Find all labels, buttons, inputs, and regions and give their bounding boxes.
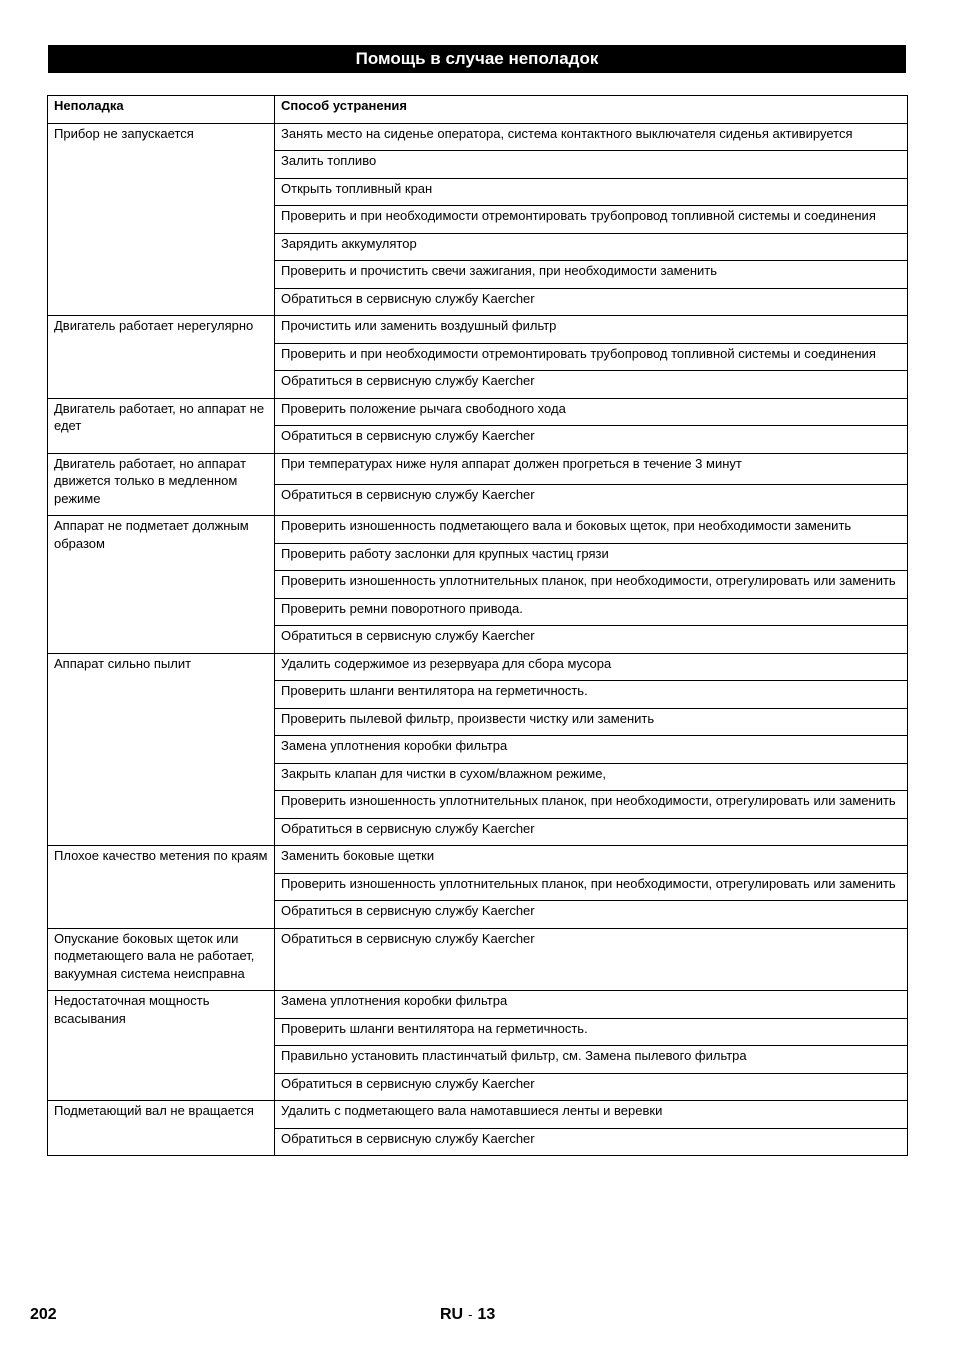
table-row [48,653,908,681]
remedy-cell: При температурах ниже нуля аппарат должен прогреться в течение 3 минут [275,453,908,484]
table-row [48,846,908,874]
remedy-cell: Обратиться в сервисную службу Kaercher [275,626,908,654]
remedy-cell: Проверить изношенность уплотнительных планок, при необходимости, отрегулировать или заменить [275,571,908,599]
remedy-cell: Проверить шланги вентилятора на герметичность. [275,681,908,709]
problem-cell: Аппарат не подметает должным образом [48,516,275,654]
problem-cell: Плохое качество метения по краям [48,846,275,929]
page-number: 202 [30,1306,57,1323]
remedy-cell: Обратиться в сервисную службу Kaercher [275,928,908,991]
remedy-cell: Замена уплотнения коробки фильтра [275,736,908,764]
table-body [48,123,908,1156]
remedy-cell: Занять место на сиденье оператора, система контактного выключателя сиденья активируется [275,123,908,151]
remedy-cell: Обратиться в сервисную службу Kaercher [275,818,908,846]
table-row [48,516,908,544]
remedy-cell: Удалить содержимое из резервуара для сбора мусора [275,653,908,681]
problem-cell: Двигатель работает нерегулярно [48,316,275,399]
problem-cell: Двигатель работает, но аппарат движется только в медленном режиме [48,453,275,516]
table-header-row [48,96,908,124]
problem-cell: Двигатель работает, но аппарат не едет [48,398,275,453]
remedy-cell: Обратиться в сервисную службу Kaercher [275,288,908,316]
remedy-cell: Проверить и при необходимости отремонтировать трубопровод топливной системы и соединения [275,206,908,234]
remedy-cell: Проверить работу заслонки для крупных частиц грязи [275,543,908,571]
problem-cell: Подметающий вал не вращается [48,1101,275,1156]
page-separator: - [468,1307,473,1322]
remedy-cell: Проверить изношенность уплотнительных планок, при необходимости, отрегулировать или заменить [275,791,908,819]
remedy-cell: Заменить боковые щетки [275,846,908,874]
problem-cell: Опускание боковых щеток или подметающего вала не работает, вакуумная система неисправна [48,928,275,991]
problem-cell: Недостаточная мощность всасывания [48,991,275,1101]
section-page-indicator [440,1306,495,1324]
table-row [48,928,908,991]
remedy-cell: Правильно установить пластинчатый фильтр, см. Замена пылевого фильтра [275,1046,908,1074]
section-page-number: 13 [477,1306,496,1323]
remedy-cell: Обратиться в сервисную службу Kaercher [275,1128,908,1156]
remedy-cell: Проверить изношенность уплотнительных планок, при необходимости, отрегулировать или заменить [275,873,908,901]
remedy-cell: Обратиться в сервисную службу Kaercher [275,901,908,929]
remedy-cell: Залить топливо [275,151,908,179]
column-header-problem: Неполадка [48,96,275,124]
remedy-cell: Обратиться в сервисную службу Kaercher [275,1073,908,1101]
remedy-cell: Зарядить аккумулятор [275,233,908,261]
remedy-cell: Замена уплотнения коробки фильтра [275,991,908,1019]
remedy-cell: Проверить и прочистить свечи зажигания, при необходимости заменить [275,261,908,289]
remedy-cell: Прочистить или заменить воздушный фильтр [275,316,908,344]
problem-cell: Аппарат сильно пылит [48,653,275,846]
table-row [48,123,908,151]
remedy-cell: Проверить шланги вентилятора на герметичность. [275,1018,908,1046]
remedy-cell: Обратиться в сервисную службу Kaercher [275,371,908,399]
remedy-cell: Проверить ремни поворотного привода. [275,598,908,626]
table-row [48,991,908,1019]
remedy-cell: Проверить пылевой фильтр, произвести чистку или заменить [275,708,908,736]
table-row [48,453,908,484]
table-row [48,1101,908,1129]
problem-cell: Прибор не запускается [48,123,275,316]
remedy-cell: Удалить с подметающего вала намотавшиеся ленты и веревки [275,1101,908,1129]
column-header-remedy: Способ устранения [275,96,908,124]
remedy-cell: Проверить положение рычага свободного хода [275,398,908,426]
table-row [48,316,908,344]
remedy-cell: Обратиться в сервисную службу Kaercher [275,484,908,515]
remedy-cell: Закрыть клапан для чистки в сухом/влажном режиме, [275,763,908,791]
remedy-cell: Обратиться в сервисную службу Kaercher [275,426,908,454]
page-title: Помощь в случае неполадок [48,45,906,73]
troubleshooting-table [47,95,908,1156]
table-row [48,398,908,426]
remedy-cell: Открыть топливный кран [275,178,908,206]
remedy-cell: Проверить изношенность подметающего вала и боковых щеток, при необходимости заменить [275,516,908,544]
language-code: RU [440,1306,464,1323]
remedy-cell: Проверить и при необходимости отремонтировать трубопровод топливной системы и соединения [275,343,908,371]
